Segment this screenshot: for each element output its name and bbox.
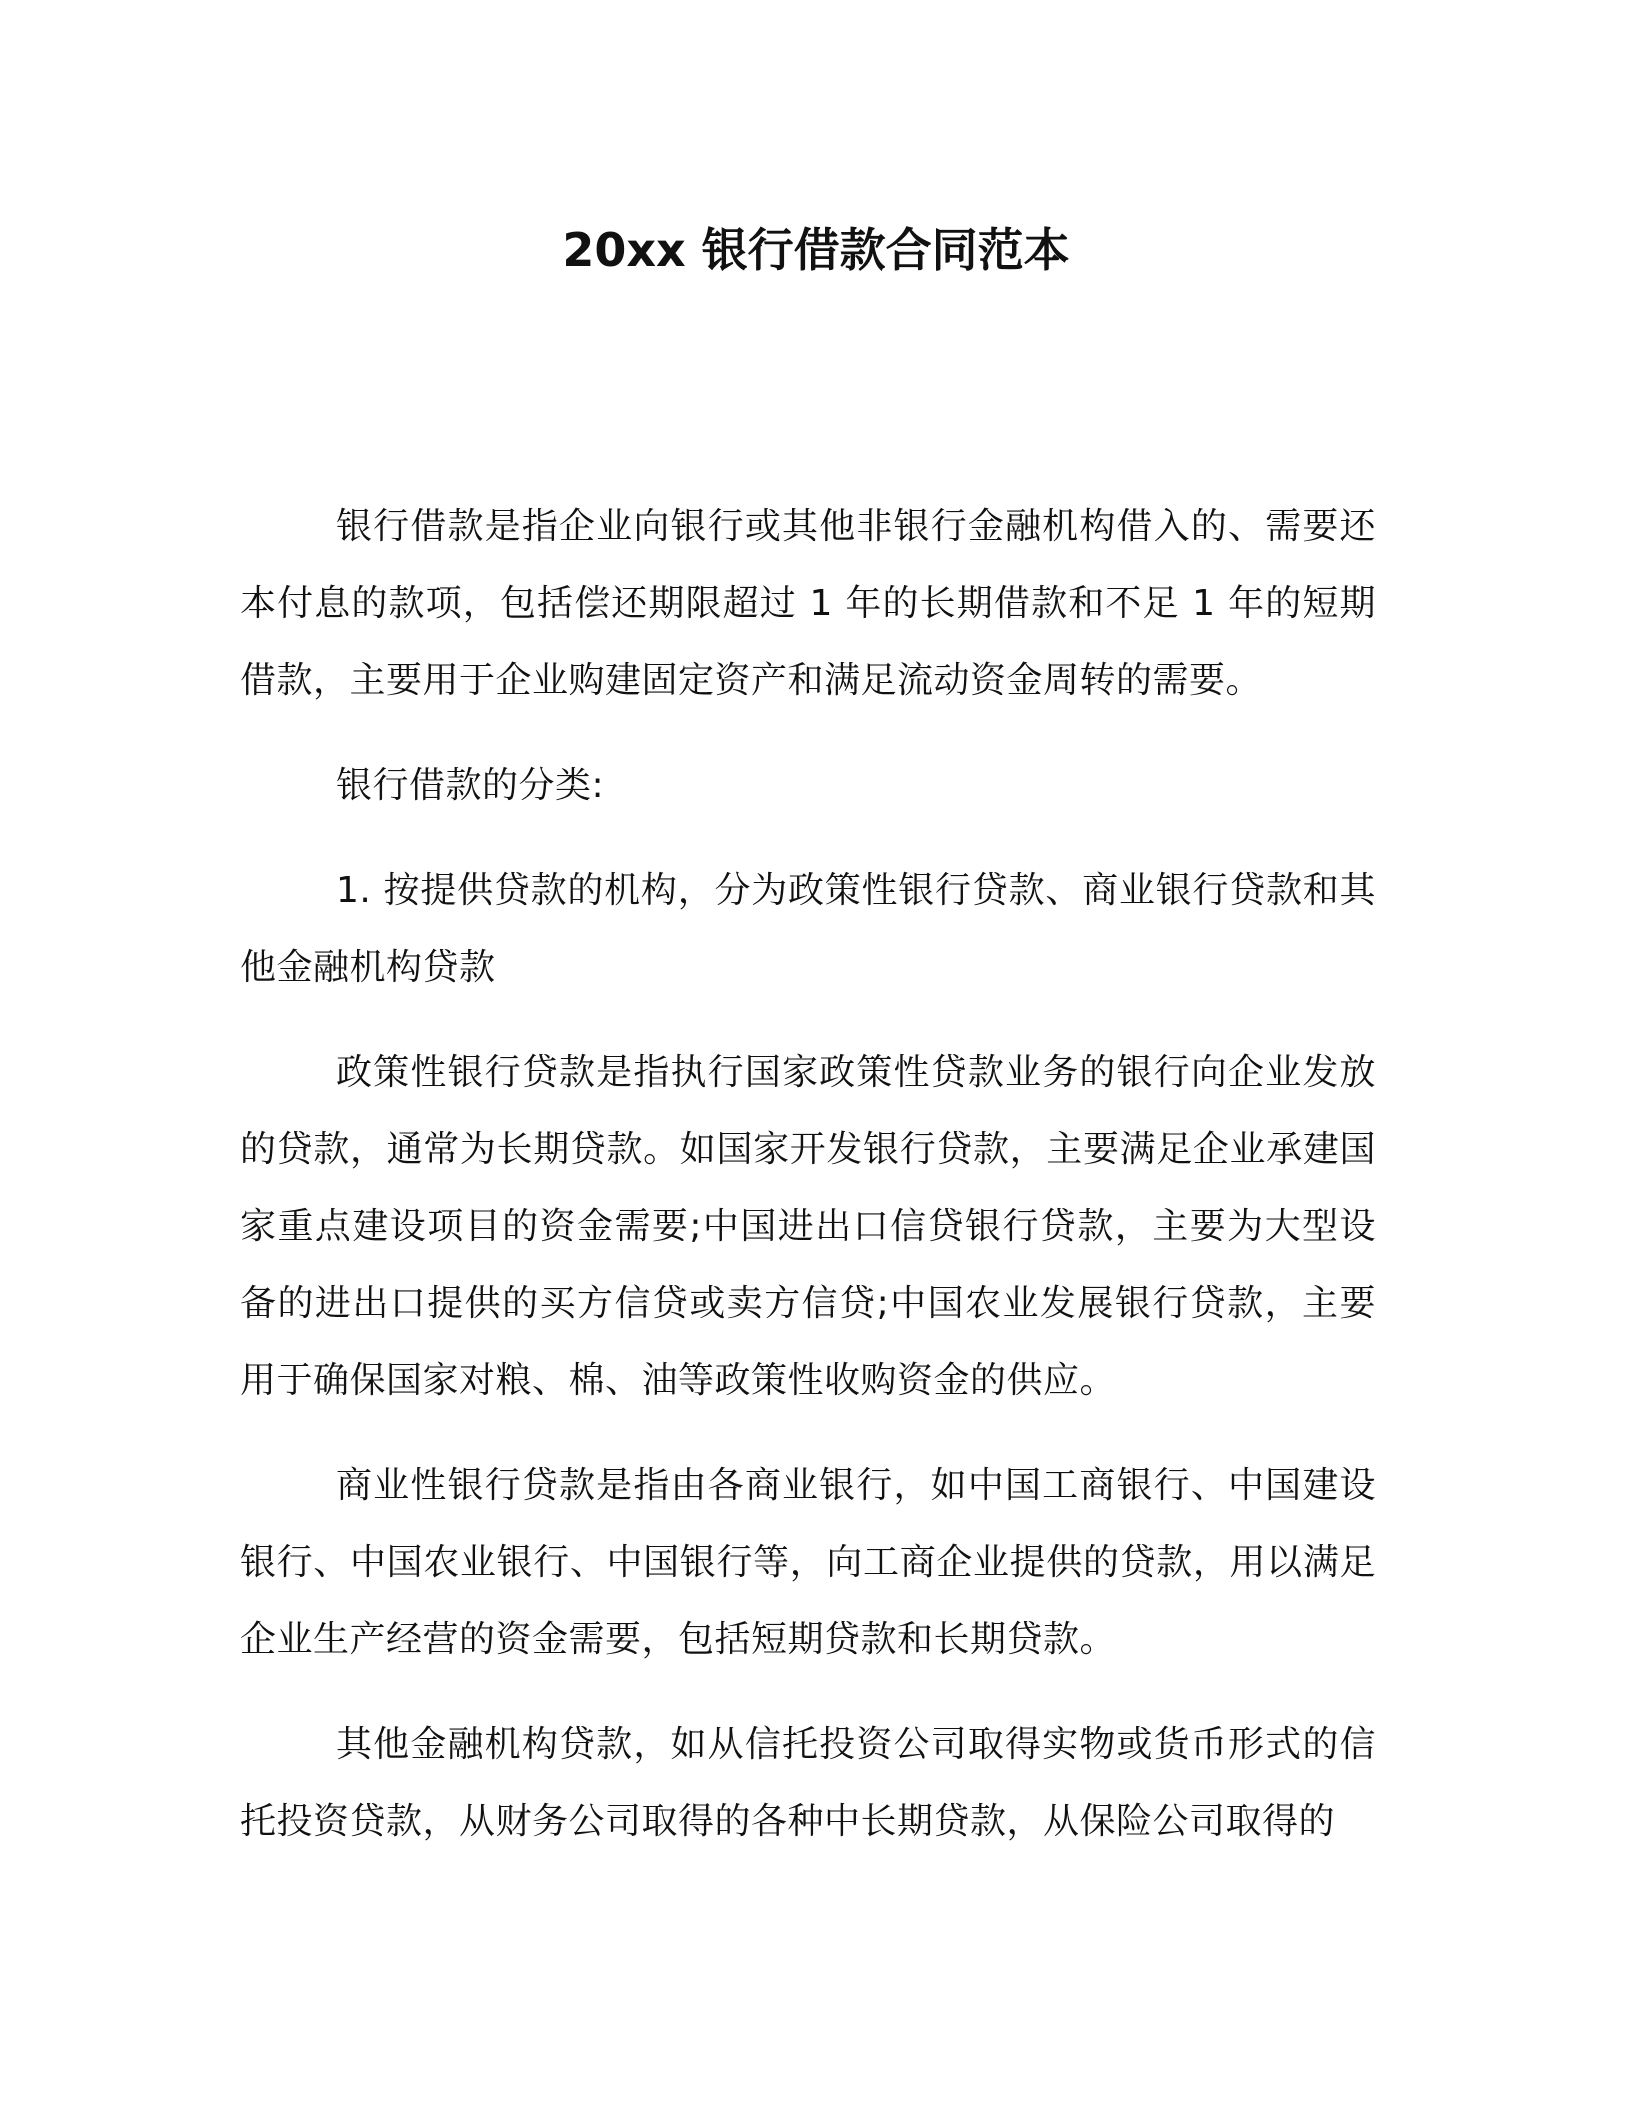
paragraph-classification-item-1: 1. 按提供贷款的机构，分为政策性银行贷款、商业银行贷款和其他金融机构贷款: [240, 870, 1376, 988]
paragraph-policy-bank-loans: 政策性银行贷款是指执行国家政策性贷款业务的银行向企业发放的贷款，通常为长期贷款。如国家开发银行贷款，主要满足企业承建国家重点建设项目的资金需要;中国进出口信贷银行贷款，主要为大型设备的进出口提供的买方信贷或卖方信贷;中国农业发展银行贷款，主要用于确保国家对粮、棉、油等政策性收购资金的供应。: [240, 1052, 1376, 1401]
document-body: [240, 488, 1376, 1888]
paragraph-other-institution-loans: 其他金融机构贷款，如从信托投资公司取得实物或货币形式的信托投资贷款，从财务公司取得的各种中长期贷款，从保险公司取得的: [240, 1724, 1376, 1842]
paragraph-definition: 银行借款是指企业向银行或其他非银行金融机构借入的、需要还本付息的款项，包括偿还期限超过 1 年的长期借款和不足 1 年的短期借款，主要用于企业购建固定资产和满足流动资金周转的需要。: [240, 506, 1376, 701]
paragraph-commercial-bank-loans: 商业性银行贷款是指由各商业银行，如中国工商银行、中国建设银行、中国农业银行、中国银行等，向工商企业提供的贷款，用以满足企业生产经营的资金需要，包括短期贷款和长期贷款。: [240, 1465, 1376, 1660]
paragraph-classification-heading: 银行借款的分类:: [336, 765, 605, 806]
document-title: 20xx 银行借款合同范本: [562, 223, 1070, 277]
